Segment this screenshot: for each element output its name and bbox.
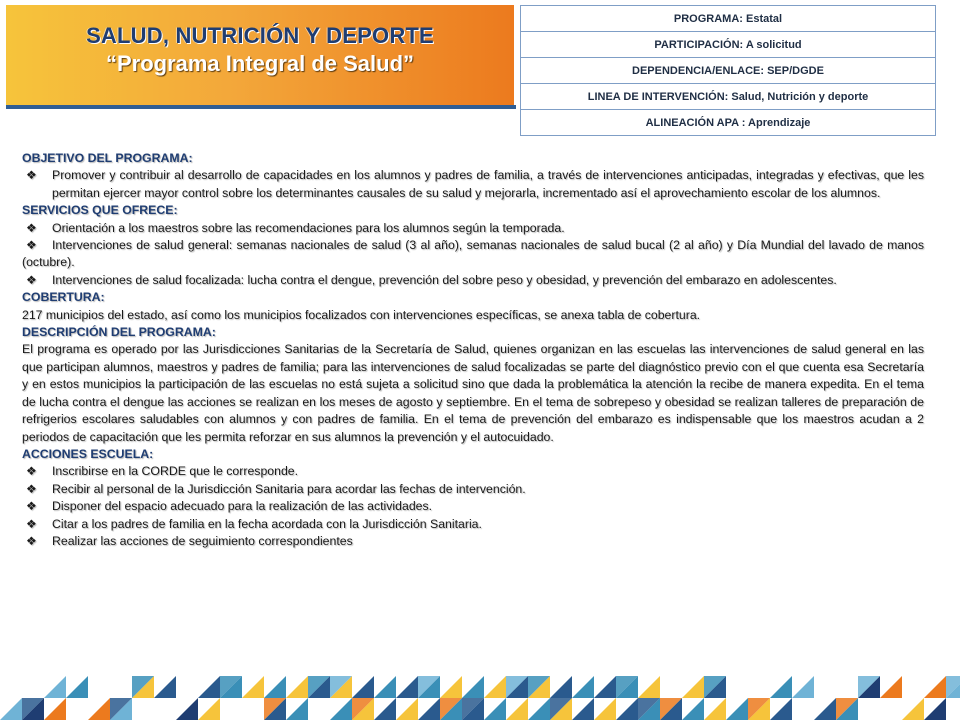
cobertura-text: 217 municipios del estado, así como los municipios focalizados con intervenciones específicas, se anexa tabla de cobertura. <box>22 307 701 322</box>
descripcion-heading: DESCRIPCIÓN DEL PROGRAMA: <box>22 325 216 340</box>
info-alineacion: ALINEACIÓN APA : Aprendizaje <box>521 110 936 136</box>
diamond-bullet-icon: ❖ <box>26 220 37 235</box>
objetivo-item <box>22 167 924 202</box>
info-programa: PROGRAMA: Estatal <box>521 6 936 32</box>
accion-text: Citar a los padres de familia en la fecha acordada con la Jurisdicción Sanitaria. <box>52 516 482 531</box>
decorative-footer-pattern <box>0 676 960 720</box>
title-underline <box>6 105 516 109</box>
diamond-bullet-icon: ❖ <box>26 168 37 183</box>
servicio-item <box>22 237 924 272</box>
servicio-text: Orientación a los maestros sobre las recomendaciones para los alumnos según la temporada. <box>52 220 565 235</box>
accion-item <box>22 481 924 498</box>
objetivo-heading: OBJETIVO DEL PROGRAMA: <box>22 151 193 165</box>
title-banner <box>6 5 514 105</box>
info-dependencia: DEPENDENCIA/ENLACE: SEP/DGDE <box>521 58 936 84</box>
servicios-heading: SERVICIOS QUE OFRECE: <box>22 203 178 218</box>
accion-item <box>22 498 924 515</box>
title-line1: SALUD, NUTRICIÓN Y DEPORTE <box>86 23 434 48</box>
accion-text: Recibir al personal de la Jurisdicción Sanitaria para acordar las fechas de intervención. <box>52 481 526 496</box>
accion-text: Disponer del espacio adecuado para la realización de las actividades. <box>52 499 433 514</box>
info-participacion: PARTICIPACIÓN: A solicitud <box>521 32 936 58</box>
accion-text: Realizar las acciones de seguimiento correspondientes <box>52 533 353 548</box>
diamond-bullet-icon: ❖ <box>26 499 37 514</box>
servicio-item <box>22 220 924 237</box>
diamond-bullet-icon: ❖ <box>26 464 37 479</box>
diamond-bullet-icon: ❖ <box>26 516 37 531</box>
title-line2: “Programa Integral de Salud” <box>105 51 415 76</box>
diamond-bullet-icon: ❖ <box>26 481 37 496</box>
diamond-bullet-icon: ❖ <box>26 272 37 287</box>
descripcion-text: El programa es operado por las Jurisdicciones Sanitarias de la Secretaría de Salud, quienes organizan en las escuelas las intervenciones de salud general en las que participan alumnos, maestros y padres de familia; para las intervenciones de salud focalizadas se parte del diagnóstico previo con el que cuenta esa Secretaría y en estos municipios la participación de las escuelas no está sujeta a solicitud sino que dada la problemática la atención la recibe de manera expedita. En el tema de lucha contra el dengue las acciones se realizan en los meses de agosto y septiembre. En el tema de sobrepeso y obesidad se realizan talleres de preparación de refrigerios escolares saludables con alumnos y con padres de familia. En el tema de prevención del embarazo es indispensable que los maestros acudan a 2 periodos de capacitación que les permita reforzar en sus alumnos la prevención y el autocuidado. <box>22 342 924 444</box>
servicio-item <box>22 272 924 289</box>
diamond-bullet-icon: ❖ <box>26 533 37 548</box>
objetivo-text: Promover y contribuir al desarrollo de capacidades en los alumnos y padres de familia, a través de intervenciones anticipadas, integradas y efectivas, que les permitan ejercer mayor control sobre los determinantes causales de su salud y mejorarla, incrementado así el aprovechamiento escolar de los alumnos. <box>52 168 924 200</box>
cobertura-heading: COBERTURA: <box>22 290 105 305</box>
accion-text: Inscribirse en la CORDE que le corresponde. <box>52 464 299 479</box>
info-linea: LINEA DE INTERVENCIÓN: Salud, Nutrición y deporte <box>521 84 936 110</box>
servicio-text: Intervenciones de salud focalizada: lucha contra el dengue, prevención del sobre peso y obesidad, y prevención del embarazo en adolescentes. <box>52 272 837 287</box>
accion-item <box>22 516 924 533</box>
servicio-text: Intervenciones de salud general: semanas nacionales de salud (3 al año), semanas nacionales de salud bucal (2 al año) y Día Mundial del lavado de manos (octubre). <box>22 238 924 270</box>
info-table <box>520 5 936 136</box>
accion-item <box>22 533 924 550</box>
acciones-heading: ACCIONES ESCUELA: <box>22 446 154 461</box>
accion-item <box>22 463 924 480</box>
diamond-bullet-icon: ❖ <box>26 238 37 253</box>
content <box>22 150 924 550</box>
